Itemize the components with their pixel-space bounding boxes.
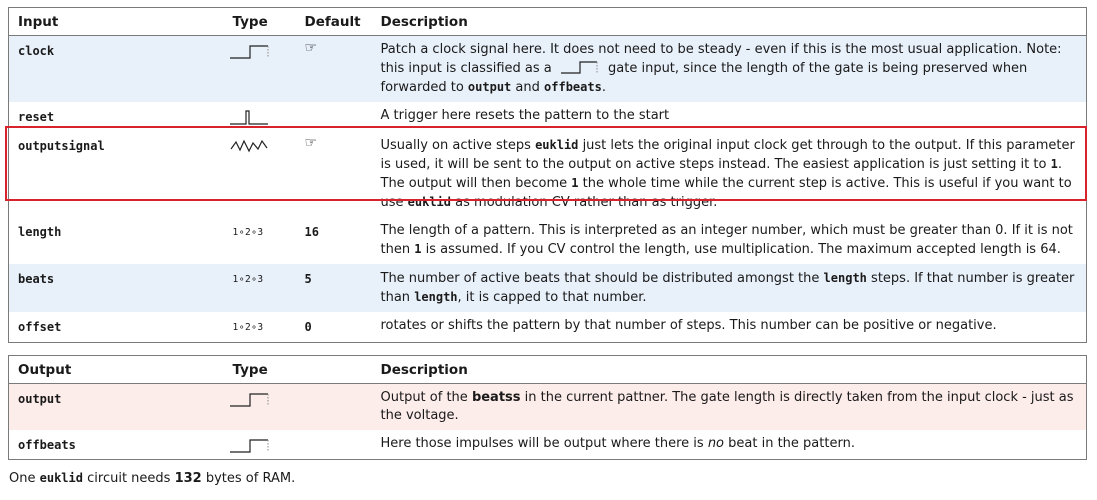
gate-icon: [228, 390, 272, 408]
input-name-reset: reset: [9, 102, 224, 131]
outputs-header-output: Output: [9, 356, 224, 384]
table-row-outputsignal: [9, 131, 1087, 217]
table-row-output: [9, 384, 1087, 431]
desc-offset: rotates or shifts the pattern by that number of steps. This number can be positive or negative.: [372, 312, 1087, 343]
desc-clock: Patch a clock signal here. It does not need to be steady - even if this is the most usual application. Note: this input is classified as a gate input, since the length of the gate is being preserved when forwarded to output and offbeats.: [372, 36, 1087, 103]
gate-icon: [228, 42, 272, 60]
outputs-header-blank: [296, 356, 372, 384]
desc-output: Output of the beatss in the current pattner. The gate length is directly taken from the input clock - just as the voltage.: [372, 384, 1087, 431]
pointing-hand-icon: ☞: [304, 135, 318, 151]
inputs-header-type: Type: [224, 8, 296, 36]
outputs-header-row: [9, 356, 1087, 384]
type-number-offset: 1∘2∘3: [224, 312, 296, 343]
default-beats: 5: [296, 264, 372, 312]
default-cell-reset: [296, 102, 372, 131]
default-offset: 0: [296, 312, 372, 343]
default-cell-output: [296, 384, 372, 431]
cv-wave-icon: [228, 137, 272, 155]
input-name-beats: beats: [9, 264, 224, 312]
default-cell-offbeats: [296, 430, 372, 460]
type-cell-offbeats: [224, 430, 296, 460]
type-cell-reset: [224, 102, 296, 131]
inputs-header-description: Description: [372, 8, 1087, 36]
desc-reset: A trigger here resets the pattern to the start: [372, 102, 1087, 131]
inputs-table: [8, 7, 1087, 343]
input-name-outputsignal: outputsignal: [9, 131, 224, 217]
output-name-output: output: [9, 384, 224, 431]
trigger-icon: [228, 108, 272, 126]
outputs-header-description: Description: [372, 356, 1087, 384]
type-number-length: 1∘2∘3: [224, 217, 296, 264]
type-cell-output: [224, 384, 296, 431]
gate-icon: [560, 59, 600, 75]
inputs-header-input: Input: [9, 8, 224, 36]
default-length: 16: [296, 217, 372, 264]
desc-outputsignal: Usually on active steps euklid just lets the original input clock get through to the output. If this parameter is used, it will be sent to the output on active steps instead. The easiest application is just setting it to 1. The output will then become 1 the whole time while the current step is active. This is useful if you want to use euklid as modulation CV rather than as trigger.: [372, 131, 1087, 217]
default-cell-outputsignal: [296, 131, 372, 217]
table-row-length: [9, 217, 1087, 264]
table-row-beats: [9, 264, 1087, 312]
type-cell-clock: [224, 36, 296, 103]
desc-offbeats: Here those impulses will be output where there is no beat in the pattern.: [372, 430, 1087, 460]
outputs-header-type: Type: [224, 356, 296, 384]
type-cell-outputsignal: [224, 131, 296, 217]
output-name-offbeats: offbeats: [9, 430, 224, 460]
type-number-beats: 1∘2∘3: [224, 264, 296, 312]
outputs-table: [8, 355, 1087, 460]
table-row-reset: [9, 102, 1087, 131]
desc-beats: The number of active beats that should be distributed amongst the length steps. If that number is greater than length, it is capped to that number.: [372, 264, 1087, 312]
table-row-offset: [9, 312, 1087, 343]
gate-icon: [228, 436, 272, 454]
ram-usage-note: One euklid circuit needs 132 bytes of RAM.: [9, 471, 296, 486]
pointing-hand-icon: ☞: [304, 40, 318, 56]
inputs-header-row: [9, 8, 1087, 36]
input-name-offset: offset: [9, 312, 224, 343]
default-cell-clock: [296, 36, 372, 103]
input-name-clock: clock: [9, 36, 224, 103]
inputs-header-default: Default: [296, 8, 372, 36]
desc-length: The length of a pattern. This is interpreted as an integer number, which must be greater than 0. If it is not then 1 is assumed. If you CV control the length, use multiplication. The maximum accepted length is 64.: [372, 217, 1087, 264]
table-row-clock: [9, 36, 1087, 103]
table-row-offbeats: [9, 430, 1087, 460]
input-name-length: length: [9, 217, 224, 264]
